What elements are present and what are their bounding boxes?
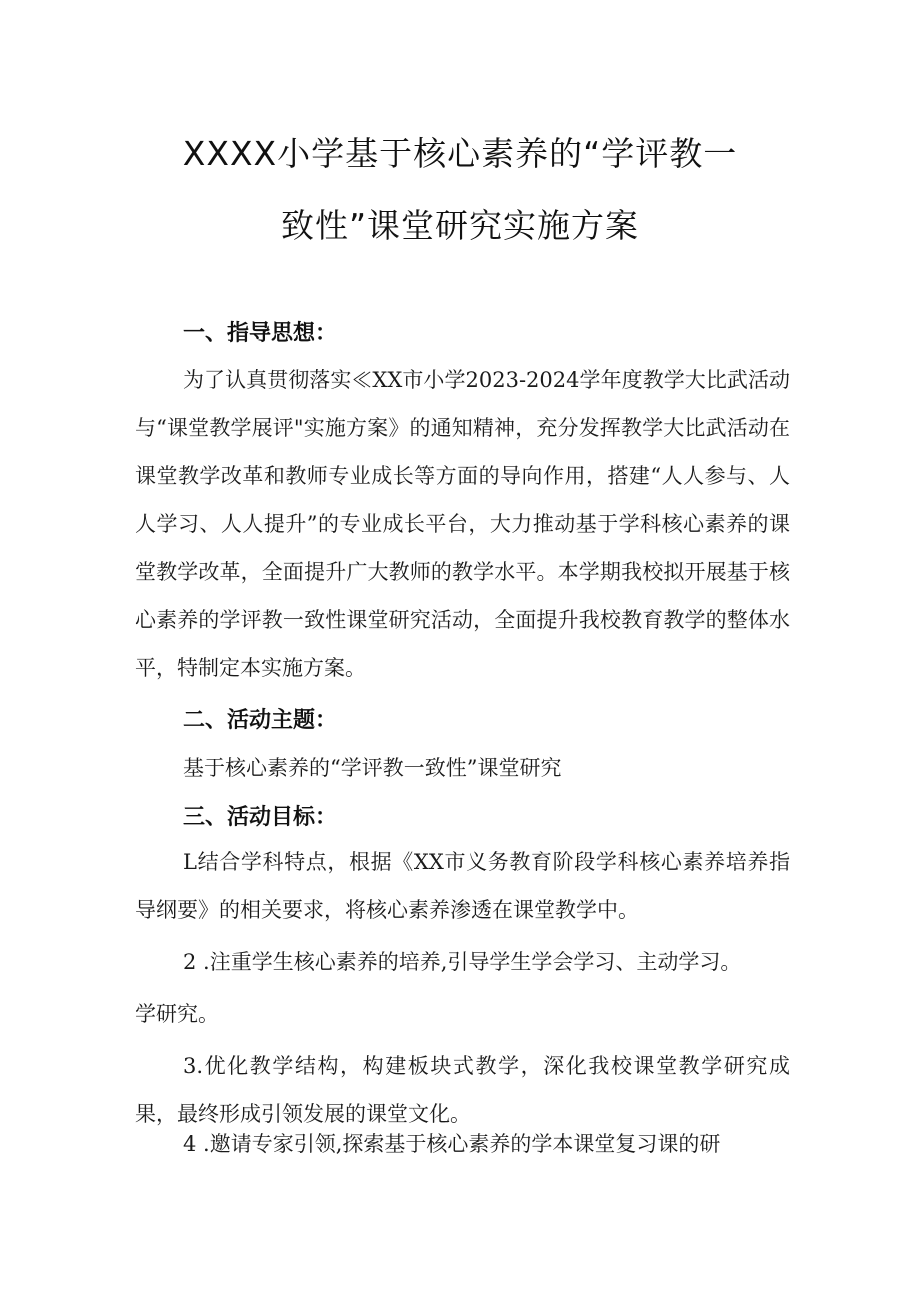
goal-item-1: L结合学科特点，根据《XX市义务教育阶段学科核心素养培养指导纲要》的相关要求，将核心素养渗透在课堂教学中。 [135,850,790,922]
goal-item-2-continuation: 学研究。 [135,1002,219,1026]
activity-theme-text: 基于核心素养的“学评教一致性”课堂研究 [183,756,562,780]
goal-item-3: 3.优化教学结构，构建板块式教学，深化我校课堂教学研究成果，最终形成引领发展的课堂文化。 [135,1054,790,1126]
document-title-line-2: 致性”课堂研究实施方案 [280,206,640,245]
goal-item-2: 2 .注重学生核心素养的培养,引导学生学会学习、主动学习。 [183,950,742,974]
section-heading-activity-goals: 三、活动目标： [183,805,338,830]
section-heading-activity-theme: 二、活动主题： [183,708,338,733]
section-paragraph-guiding-ideology: 为了认真贯彻落实≪XX市小学2023-2024学年度教学大比武活动与“课堂教学展评"实施方案》的通知精神，充分发挥教学大比武活动在课堂教学改革和教师专业成长等方面的导向作用，搭建“人人参与、人人学习、人人提升”的专业成长平台，大力推动基于学科核心素养的课堂教学改革，全面提升广大教师的教学水平。本学期我校拟开展基于核心素养的学评教一致性课堂研究活动，全面提升我校教育教学的整体水平，特制定本实施方案。 [135,368,790,680]
document-title-line-1: XXXX小学基于核心素养的“学评教一 [182,134,738,173]
section-heading-guiding-ideology: 一、指导思想： [183,321,338,346]
goal-item-4: 4 .邀请专家引领,探索基于核心素养的学本课堂复习课的研 [183,1132,721,1156]
